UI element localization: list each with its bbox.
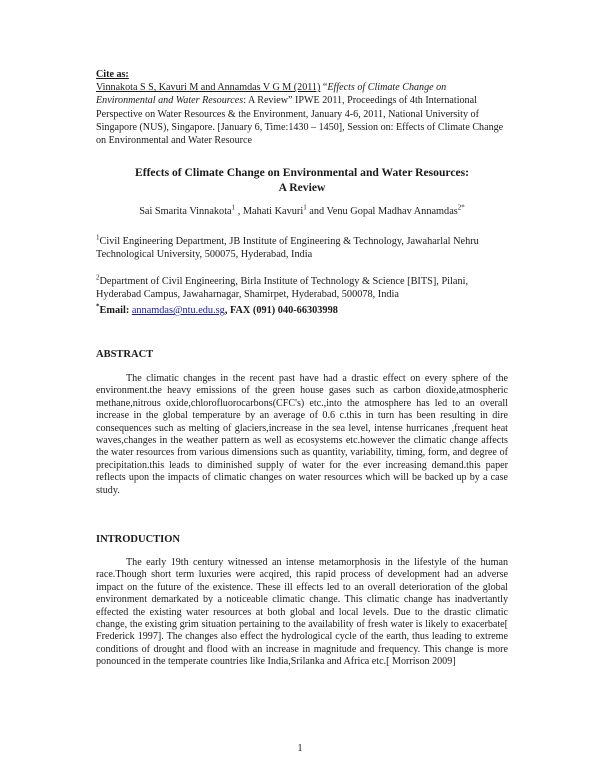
author-1: Sai Smarita Vinnakota	[139, 206, 232, 217]
citation-quote-open: “	[320, 82, 328, 94]
abstract-heading: ABSTRACT	[96, 349, 154, 360]
fax-text: , FAX (091) 040-66303998	[224, 305, 338, 316]
corresponding-mark: *	[96, 302, 100, 311]
email-link[interactable]: annamdas@ntu.edu.sg	[131, 305, 225, 316]
affiliation-1-text: Civil Engineering Department, JB Institute of Engineering & Technology, Jawaharlal Nehru Technological University, 500075, Hyderabad, India	[96, 236, 479, 261]
affiliation-2-text: Department of Civil Engineering, Birla Institute of Technology & Science [BITS], Pilani, Hyderabad Campus, Jawaharnagar, Shamirpet, Hyderabad, 500078, India	[96, 276, 469, 301]
citation-paper-title: Effects of Climate Change on Environmental and Water Resources	[96, 82, 447, 107]
introduction-heading: INTRODUCTION	[96, 534, 181, 545]
citation-text	[96, 81, 508, 147]
citation-heading: Cite as:	[96, 69, 129, 80]
citation-block	[96, 68, 508, 147]
introduction-paragraph: The early 19th century witnessed an intense metamorphosis in the lifestyle of the human race.Though short term luxuries were acqired, this rapid process of development had an adverse impact on the future of the existence. These ill effects led to an overall deterioration of the global environment demarkated by a noticeable climatic change. This climatic change has inadvertantly effected the existing water resources at both global and local levels. Due to the drastic climatic change, the existing grim situation pertaining to the availability of fresh water is likely to exacerbate[ Frederick 1997]. The changes also effect the hydrological cycle of the earth, thus leading to extreme conditions of drought and flood with an increase in magnitude and frequency. This change is more ponounced in the temperate countries like India,Srilanka and Africa etc.[ Morrison 2009]	[96, 557, 508, 668]
citation-proceedings: : A Review” IPWE 2011, Proceedings of 4th International Perspective on Water Resources & the Environment, January 4-6, 2011, National University of Singapore (NUS), Singapore. [January 6, Time:1430 – 1450], Session on: Effects of Climate Change on Environmental and Water Resource	[96, 95, 504, 147]
author-3: and Venu Gopal Madhav Annamdas	[306, 206, 458, 217]
affiliation-2	[96, 275, 508, 301]
author-list	[96, 205, 508, 219]
author-3-affiliation-mark: 2*	[457, 203, 465, 212]
affiliation-1	[96, 235, 508, 261]
page-number: 1	[297, 743, 303, 754]
author-1-affiliation-mark: 1	[231, 203, 236, 212]
affiliation-1-mark: 1	[96, 233, 100, 242]
paper-title	[96, 165, 508, 195]
contact-line	[96, 304, 338, 317]
citation-authors: Vinnakota S S, Kavuri M and Annamdas V G M (2011)	[96, 82, 321, 94]
affiliation-2-mark: 2	[96, 273, 100, 282]
author-2-affiliation-mark: 1	[303, 203, 307, 212]
author-2: , Mahati Kavuri	[235, 206, 304, 217]
paper-title-line-2: A Review	[278, 181, 326, 194]
paper-title-line-1: Effects of Climate Change on Environmental and Water Resources:	[134, 166, 470, 179]
abstract-paragraph: The climatic changes in the recent past have had a drastic effect on every sphere of the environment.the heavy emissions of the green house gases such as carbon dioxide,atmospheric methane,nitrous oxide,chlorofluorocarbons(CFC's) etc.,into the atmosphere has led to an overall increase in the global temperature by an average of 0.6 c.this in turn has been resulting in dire consequences such as melting of glaciers,increase in the sea level, intense hurricanes ,frequent heat waves,changes in the weather pattern as well as ecosystems etc.however the climatic change affects the water resources from various dimensions such as quantity, variability, timing, form, and degree of precipitation.this leads to diminished supply of water for the ever increasing demand.this paper reflects upon the impacts of climatic changes on water resources which will be backed up by a case study.	[96, 373, 508, 496]
email-label: Email:	[99, 305, 132, 316]
